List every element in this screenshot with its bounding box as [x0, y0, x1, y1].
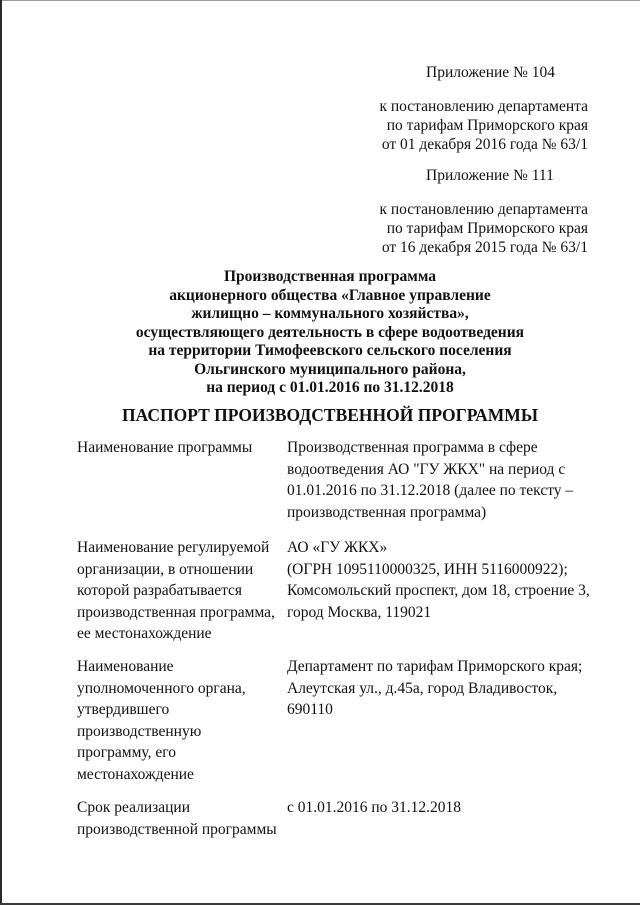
row-authority-label	[77, 656, 282, 785]
annex-104-line: от 01 декабря 2016 года № 63/1	[381, 136, 588, 153]
value-line: 01.01.2016 по 31.12.2018 (далее по тексту –	[287, 482, 574, 499]
value-line: с 01.01.2016 по 31.12.2018	[287, 799, 462, 816]
label-line: Наименование регулируемой	[77, 539, 270, 556]
value-line: (ОГРН 1095110000325, ИНН 5116000922);	[287, 560, 568, 578]
label-line: программу, его	[77, 744, 176, 761]
annex-104-lines	[328, 97, 588, 154]
annex-104-title: Приложение № 104	[426, 64, 555, 81]
value-line: Комсомольский проспект, дом 18, строение 3,	[287, 582, 590, 599]
heading-line: акционерного общества «Главное управление	[169, 286, 491, 304]
label-line: уполномоченного органа,	[77, 679, 246, 697]
row-program-name-label	[77, 437, 282, 459]
value-line: Производственная программа в сфере	[287, 439, 538, 456]
annex-104-line: по тарифам Приморского края	[386, 117, 588, 134]
scan-edge-top	[0, 0, 640, 1]
annex-111-line: от 16 декабря 2015 года № 63/1	[381, 239, 588, 256]
heading-line: на период с 01.01.2016 по 31.12.2018	[206, 379, 454, 396]
scan-edge-left	[0, 0, 2, 905]
value-line: Департамент по тарифам Приморского края;	[287, 658, 583, 675]
value-line: город Москва, 119021	[287, 603, 432, 621]
value-line: Алеутская ул., д.45а, город Владивосток,	[287, 679, 558, 697]
label-line: производственную	[77, 722, 202, 740]
row-organization-value	[287, 537, 607, 623]
heading-line: Производственная программа	[223, 268, 437, 285]
label-line: местонахождение	[77, 765, 194, 783]
value-line: АО «ГУ ЖКХ»	[287, 539, 388, 556]
row-program-name-value	[287, 437, 607, 523]
label-line: производственной программы	[77, 820, 277, 838]
annex-111-line: по тарифам Приморского края	[386, 220, 588, 237]
row-organization-label	[77, 537, 282, 645]
value-line: 690110	[287, 701, 333, 718]
annex-111-lines	[328, 200, 588, 257]
label-line: Наименование программы	[77, 439, 253, 456]
row-authority-value	[287, 656, 607, 721]
passport-title: ПАСПОРТ ПРОИЗВОДСТВЕННОЙ ПРОГРАММЫ	[121, 405, 539, 425]
program-heading	[60, 268, 600, 398]
annex-104-line: к постановлению департамента	[379, 98, 588, 115]
heading-line: жилищно – коммунального хозяйства»,	[191, 305, 469, 322]
label-line: ее местонахождение	[77, 625, 212, 642]
label-line: Срок реализации	[77, 799, 190, 816]
label-line: утвердившего	[77, 701, 170, 718]
label-line: производственная программа,	[77, 603, 275, 621]
row-period-label	[77, 797, 282, 840]
label-line: Наименование	[77, 658, 174, 675]
annex-111-title: Приложение № 111	[426, 167, 554, 184]
value-line: водоотведения АО "ГУ ЖКХ" на период с	[287, 460, 566, 478]
heading-line: на территории Тимофеевского сельского поселения	[148, 342, 512, 359]
annex-111-line: к постановлению департамента	[379, 201, 588, 218]
heading-line: Ольгинского муниципального района,	[194, 360, 466, 378]
row-period-value	[287, 797, 607, 819]
value-line: производственная программа)	[287, 503, 487, 521]
label-line: организации, в отношении	[77, 560, 254, 578]
label-line: которой разрабатывается	[77, 582, 243, 599]
heading-line: осуществляющего деятельность в сфере водоотведения	[135, 323, 525, 341]
